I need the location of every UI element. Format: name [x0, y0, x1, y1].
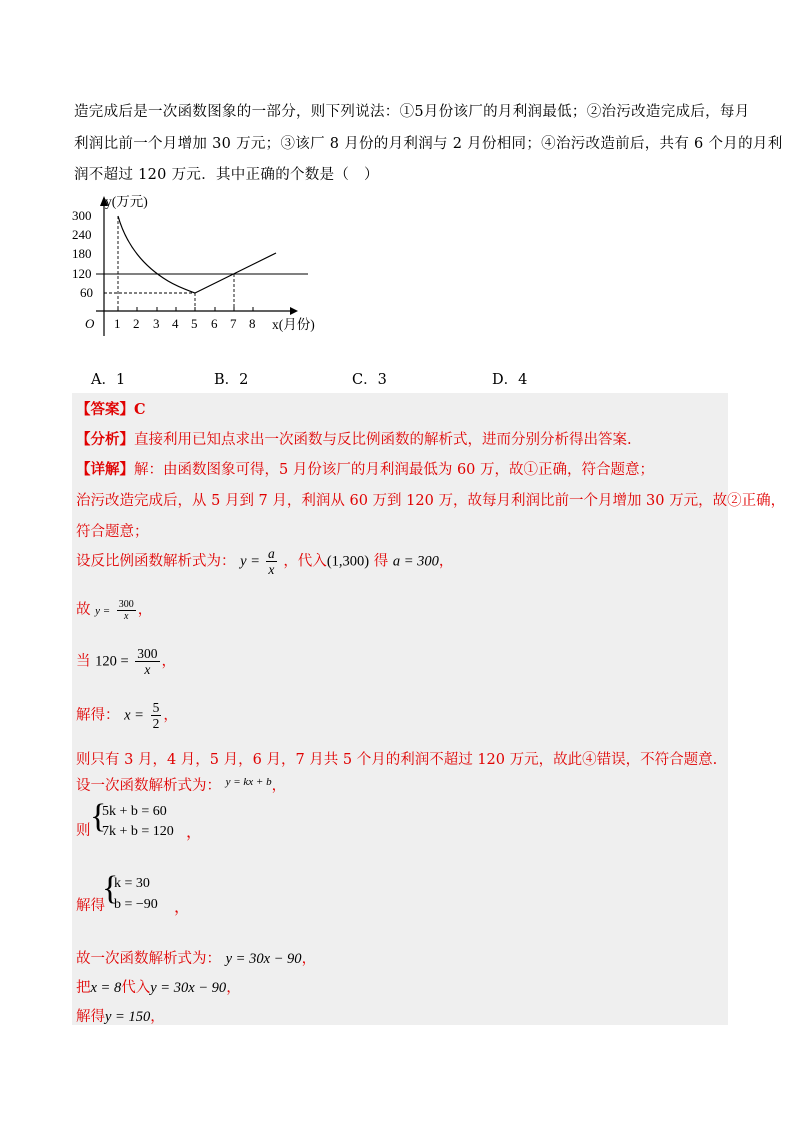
origin-label: O [85, 316, 95, 331]
x-axis-arrow [290, 307, 298, 315]
substitute-line: 把x = 8代入y = 30x − 90， [76, 980, 241, 996]
x-tick-7: 7 [230, 316, 237, 331]
detail-text: 解：由函数图象可得，5 月份该厂的月利润最低为 60 万，故①正确，符合题意； [134, 462, 655, 478]
solution-line-b: 符合题意； [76, 524, 149, 540]
x-tick-2: 2 [133, 316, 140, 331]
conclusion-4-line: 则只有 3 月，4 月，5 月，6 月，7 月共 5 个月的利润不超过 120 万元，故此④错误，不符合题意. [76, 752, 718, 768]
question-line-3: 润不超过 120 万元．其中正确的个数是（ ） [74, 167, 379, 183]
answer-value: C [134, 401, 146, 418]
x-tick-3: 3 [153, 316, 160, 331]
x-tick-1: 1 [114, 316, 121, 331]
inverse-curve [118, 216, 195, 293]
detail-tag: 【详解】 [76, 461, 134, 478]
x-tick-5: 5 [191, 316, 198, 331]
x-tick-4: 4 [172, 316, 179, 331]
analysis-text: 直接利用已知点求出一次函数与反比例函数的解析式，进而分别分析得出答案. [134, 432, 632, 448]
x-tick-6: 6 [211, 316, 218, 331]
system-1: 则 { 5k + b = 60 7k + b = 120 ， [76, 798, 203, 841]
question-line-2: 利润比前一个月增加 30 万元；③该厂 8 月份的月利润与 2 月份相同；④治污改造前后，共有 6 个月的月利 [74, 136, 783, 152]
y-tick-240: 240 [72, 227, 92, 242]
system-2: 解得 { k = 30 b = −90 ， [76, 870, 191, 916]
option-b[interactable]: B．2 [214, 372, 249, 388]
y-tick-60: 60 [80, 285, 93, 300]
option-a[interactable]: A．1 [91, 372, 126, 388]
option-c[interactable]: C．3 [352, 372, 387, 388]
when-120-line: 当 120 = $\frac{300}{x}$ ， [76, 646, 177, 677]
solve-y-line: 解得y = 150， [76, 1009, 165, 1025]
detail-line [76, 458, 654, 479]
y-tick-300: 300 [72, 208, 92, 223]
question-line-1: 造完成后是一次函数图象的一部分，则下列说法：①5月份该厂的月利润最低；②治污改造完成后，每月 [74, 104, 750, 120]
inverse-result-line: 故 y = $\frac{300}{x}$ ， [76, 598, 153, 622]
x-tick-8: 8 [249, 316, 256, 331]
answer-line [76, 398, 146, 419]
solve-x-line: 解得： x = $\frac{5}{2}$ ， [76, 700, 178, 731]
answer-tag: 【答案】 [76, 401, 134, 418]
linear-segment [195, 253, 276, 293]
y-tick-180: 180 [72, 246, 92, 261]
linear-setup-line: 设一次函数解析式为： $^{y = kx + b}$， [76, 776, 287, 794]
y-tick-120: 120 [72, 266, 92, 281]
solution-line-a: 治污改造完成后，从 5 月到 7 月，利润从 60 万到 120 万，故每月利润比前一个月增加 30 万元，故②正确， [76, 493, 786, 509]
function-graph [68, 186, 348, 346]
y-axis-label: y(万元) [105, 194, 148, 209]
linear-result-line: 故一次函数解析式为： y = 30x − 90， [76, 951, 317, 967]
x-axis-label: x(月份) [272, 317, 315, 332]
inverse-setup-line: 设反比例函数解析式为： y = $\frac{a}{x}$ ，代入(1,300) 得 a = 300， [76, 546, 454, 577]
analysis-tag: 【分析】 [76, 431, 134, 448]
analysis-line [76, 428, 632, 449]
option-d[interactable]: D．4 [492, 372, 528, 388]
